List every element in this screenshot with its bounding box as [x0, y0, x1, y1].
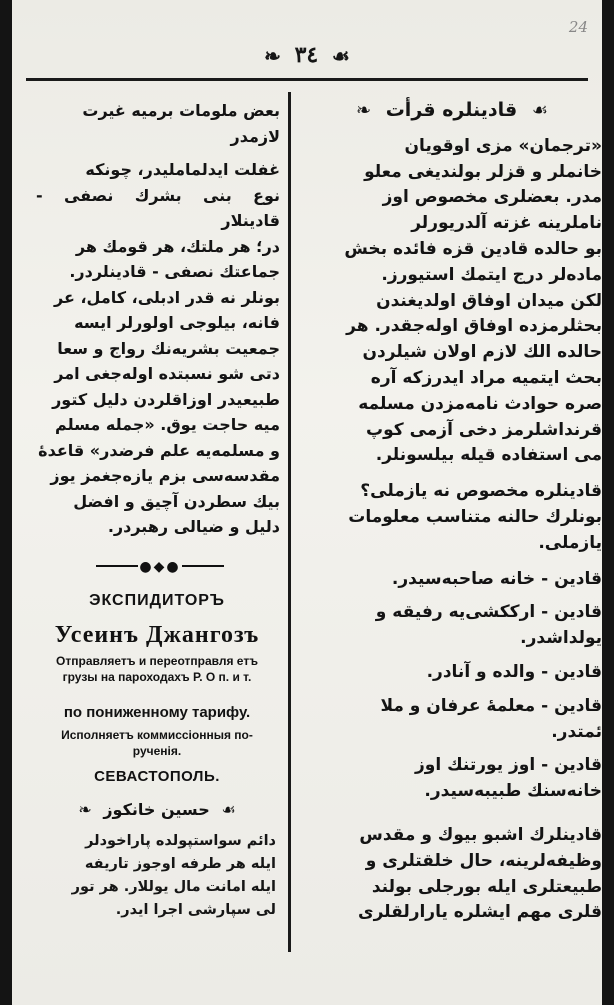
text-line: وظیفه‌لرینه، حال خلقتلری و — [365, 850, 602, 871]
text-line: فانه، بیلوجی اولورلر ایسه — [74, 313, 280, 332]
text-line: میه حاجت یوق. «جمله مسلم — [55, 415, 280, 434]
ornament-icon: ❧ — [78, 800, 92, 819]
text-line: بحثلرمزده اوفاق اوله‌جقدر. هر — [346, 316, 602, 337]
text-line: بحث ایتمیه مراد ایدرزکه آره — [370, 367, 602, 388]
left-column-article — [36, 98, 280, 540]
text-line: در؛ هر ملتك، هر قومك هر — [75, 236, 280, 256]
arabic-ad-name: حسین خانکوز — [103, 800, 210, 819]
text-line: ئمتدر. — [551, 721, 602, 742]
text-line: بونلر نه قدر ادبلی، کامل، عر — [54, 287, 280, 307]
ad-text: Отправляетъ и переотправля етъ грузы на пароходахъ Р. О п. и т. — [56, 654, 258, 684]
arabic-ad-text — [38, 830, 276, 922]
header-rule — [26, 78, 588, 81]
separator-dots: ●◆● — [139, 559, 181, 575]
ad-title: ЭКСПИДИТОРЪ — [89, 592, 225, 609]
arabic-ad-heading — [38, 800, 276, 819]
page-number-header — [12, 42, 602, 68]
text-line: حالده الك لازم اولان شیلردن — [362, 342, 602, 363]
newspaper-page — [12, 0, 602, 1005]
text-line: قادینلرك اشبو بیوك و مقدس — [359, 824, 602, 845]
text-line: قرنداشلرمز دخی آزمی کوپ — [366, 419, 602, 440]
text-line: دتی شو نسبتده اوله‌جغی امر — [54, 364, 280, 383]
text-line: غفلت ایدلماملیدر، چونکه — [85, 160, 280, 179]
ornament-icon: ❧ — [264, 44, 281, 68]
text-line: یازملی. — [538, 532, 602, 553]
list-item — [302, 600, 602, 652]
text-line: مدر. بعضلری مخصوص اوز — [382, 187, 602, 208]
text-line: قلری مهم ایشلره یارارلقلری — [357, 902, 602, 923]
ornament-icon: ❧ — [356, 100, 372, 121]
text-line: بعض ملومات برمیه غیرت — [82, 101, 280, 120]
article-heading — [302, 98, 602, 124]
text-line: خانملر و قزلر بولندیغی معلو — [364, 161, 602, 182]
ad-commission: Исполняетъ коммиссіонныя по-рученія. — [61, 728, 253, 758]
text-line: طبیعتلری ایله بورجلی بولند — [371, 876, 602, 897]
text-line: جماعتك نصفی - قادینلردر. — [69, 262, 280, 281]
text-line: خانه‌سنك طبیبه‌سیدر. — [424, 781, 602, 802]
text-line: دائم سواستپولده پاراخودلر — [85, 833, 276, 849]
article-title: قادینلره قرأت — [385, 99, 518, 121]
text-line: ماده‌لر درج ایتمك استیورز. — [381, 264, 602, 285]
text-line: قادین - اوز یورتنك اوز — [415, 755, 602, 776]
text-line: جمعیت بشریه‌نك رواج و سعا — [57, 338, 280, 358]
column-divider — [288, 92, 291, 952]
pencil-page-number: 24 — [568, 18, 588, 36]
list-item — [302, 753, 602, 805]
text-line: نوع بنی بشرك نصفی - قادینلار — [36, 185, 280, 230]
text-line: ناملرینه غزته آلدریورلر — [411, 213, 602, 234]
text-line: بونلرك حالنه متناسب معلومات — [348, 506, 602, 527]
right-column-article — [302, 98, 602, 926]
text-line: قادین - ارککشی‌یه رفیقه و — [375, 602, 602, 623]
list-item — [302, 660, 602, 686]
ornament-icon: ☙ — [531, 100, 548, 121]
list-item — [302, 567, 602, 593]
ornament-icon: ☙ — [221, 800, 236, 819]
text-line: بیك سطردن آچیق و افضل — [73, 491, 280, 511]
text-line: صره حوادث نامه‌مزدن مسلمه — [358, 393, 602, 414]
text-line: مقدسه‌سی بزم یازه‌جغمز یوز — [50, 466, 280, 485]
text-line: ایله امانت مال یوللار. هر تور — [71, 879, 276, 895]
text-line: دلیل و ضیالی رهبردر. — [107, 517, 280, 536]
text-line: «ترجمان» مزی اوقویان — [404, 135, 602, 156]
text-line: قادین - معلمهٔ عرفان و ملا — [380, 695, 602, 716]
page-number: ٣٤ — [294, 42, 319, 68]
ad-tariff: по пониженному тарифу. — [63, 704, 251, 721]
text-line: طبیعیدر اوزاقلردن دلیل کتور — [52, 389, 280, 409]
text-line: ایله هر طرفه اوجوز تاریفه — [84, 856, 276, 872]
text-line: قادین - والده و آنادر. — [426, 661, 602, 682]
section-separator — [100, 556, 220, 575]
text-line: می استفاده قیله بیلسونلر. — [375, 445, 602, 466]
ad-name: Усеинъ Джангозъ — [54, 622, 260, 648]
text-line: بو حالده قادین قزه فائده بخش — [344, 238, 602, 259]
text-line: لی سپارشی اجرا ایدر. — [115, 902, 276, 918]
text-line: یولداشدر. — [520, 628, 602, 649]
text-line: قادینلره مخصوص نه یازملی؟ — [360, 481, 602, 502]
ad-city: СЕВАСТОПОЛЬ. — [94, 768, 220, 785]
text-line: لازمدر — [230, 126, 280, 146]
text-line: قادین - خانه صاحبه‌سیدر. — [391, 568, 602, 589]
list-item — [302, 694, 602, 746]
ornament-icon: ☙ — [331, 44, 350, 68]
text-line: و مسلمه‌یه علم فرضدر» قاعدهٔ — [38, 440, 280, 460]
text-line: لکن میدان اوفاق اولدیغندن — [376, 290, 602, 311]
